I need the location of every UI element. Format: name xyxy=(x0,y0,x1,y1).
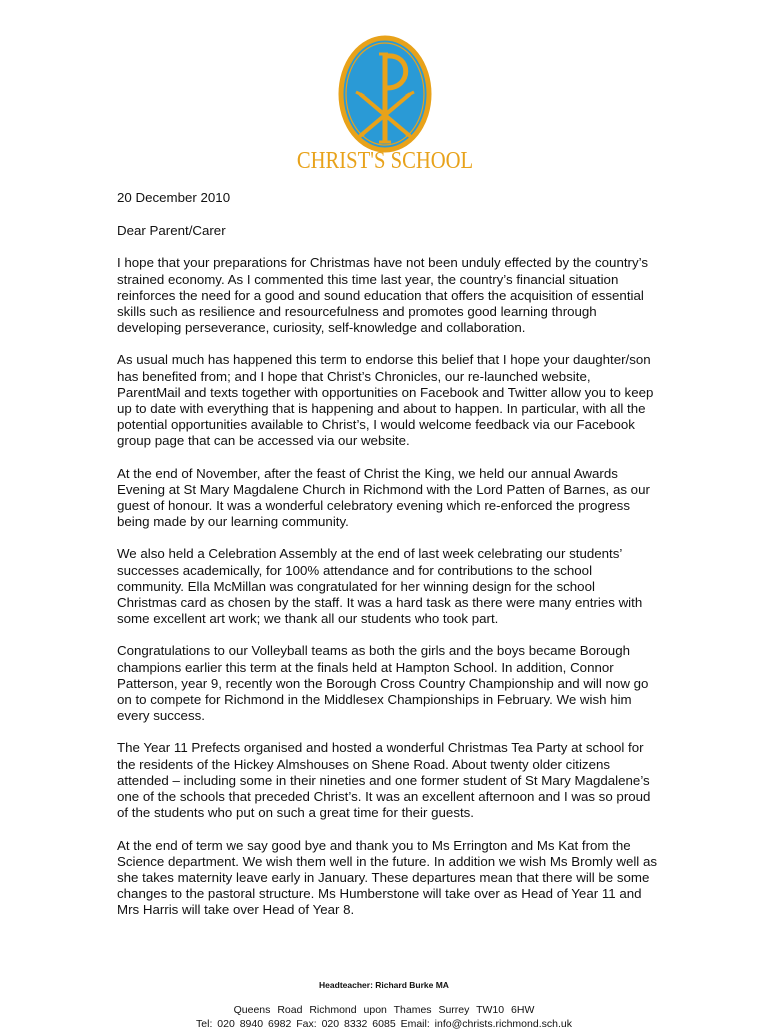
letter-greeting: Dear Parent/Carer xyxy=(117,223,226,239)
headteacher-line: Headteacher: Richard Burke MA xyxy=(319,980,449,990)
letter-paragraph: Congratulations to our Volleyball teams as both the girls and the boys became Borough champions earlier this term at the finals held at Hampton School. In addition, Connor Patterson, year 9, recently won the Borough Cross Country Championship and will now go on to compete for Richmond in the Middlesex Championships in February. We wish him every success. xyxy=(117,643,649,724)
letter-paragraph: The Year 11 Prefects organised and hosted a wonderful Christmas Tea Party at school for the residents of the Hickey Almshouses on Shene Road. About twenty older citizens attended – including some in their nineties and one former student of St Mary Magdalene’s one of the schools that preceded Christ’s. It was an excellent afternoon and I was so proud of the students who put on such a great time for their guests. xyxy=(117,740,651,821)
letter-paragraph: I hope that your preparations for Christmas have not been unduly effected by the country’s strained economy. As I commented this time last year, the country’s financial situation reinforces the need for a good and sound education that offers the acquisition of essential skills such as resilience and resourcefulness and promotes good learning through developing perseverance, curiosity, self-knowledge and collaboration. xyxy=(117,255,648,336)
letter-paragraph: At the end of November, after the feast of Christ the King, we held our annual Awards Evening at St Mary Magdalene Church in Richmond with the Lord Patten of Barnes, as our guest of honour. It was a wonderful celebratory evening which re-enforced the progress being made by our learning community. xyxy=(117,465,650,530)
letter-body xyxy=(117,190,657,935)
letter-paragraph: As usual much has happened this term to endorse this belief that I hope your daughter/son has benefited from; and I hope that Christ’s Chronicles, our re-launched website, ParentMail and texts together with opportunities on Facebook and Twitter allow you to keep up to date with everything that is happening and about to happen. In particular, with all the potential opportunities available to Christ’s, I would welcome feedback via our Facebook group page that can be accessed via our website. xyxy=(117,352,654,449)
letter-date: 20 December 2010 xyxy=(117,190,231,205)
letter-paragraph: At the end of term we say good bye and thank you to Ms Errington and Ms Kat from the Science department. We wish them well in the future. In addition we wish Ms Bromly well as she takes maternity leave early in January. These departures mean that there will be some changes to the pastoral structure. Ms Humberstone will take over as Head of Year 11 and Mrs Harris will take over Head of Year 8. xyxy=(117,837,657,918)
school-name: CHRIST'S SCHOOL xyxy=(296,148,474,174)
letter-paragraph: We also held a Celebration Assembly at the end of last week celebrating our students’ successes academically, for 100% attendance and for contributions to the school community. Ella McMillan was congratulated for her winning design for the school Christmas card as chosen by the staff. It was a hard task as there were many entries with some excellent art work; we thank all our students who took part. xyxy=(117,546,643,627)
school-contact: Tel: 020 8940 6982 Fax: 020 8332 6085 Email: info@christs.richmond.sch.uk xyxy=(196,1018,572,1030)
school-address: Queens Road Richmond upon Thames Surrey TW10 6HW xyxy=(233,1004,535,1016)
letter-footer xyxy=(0,978,768,1031)
